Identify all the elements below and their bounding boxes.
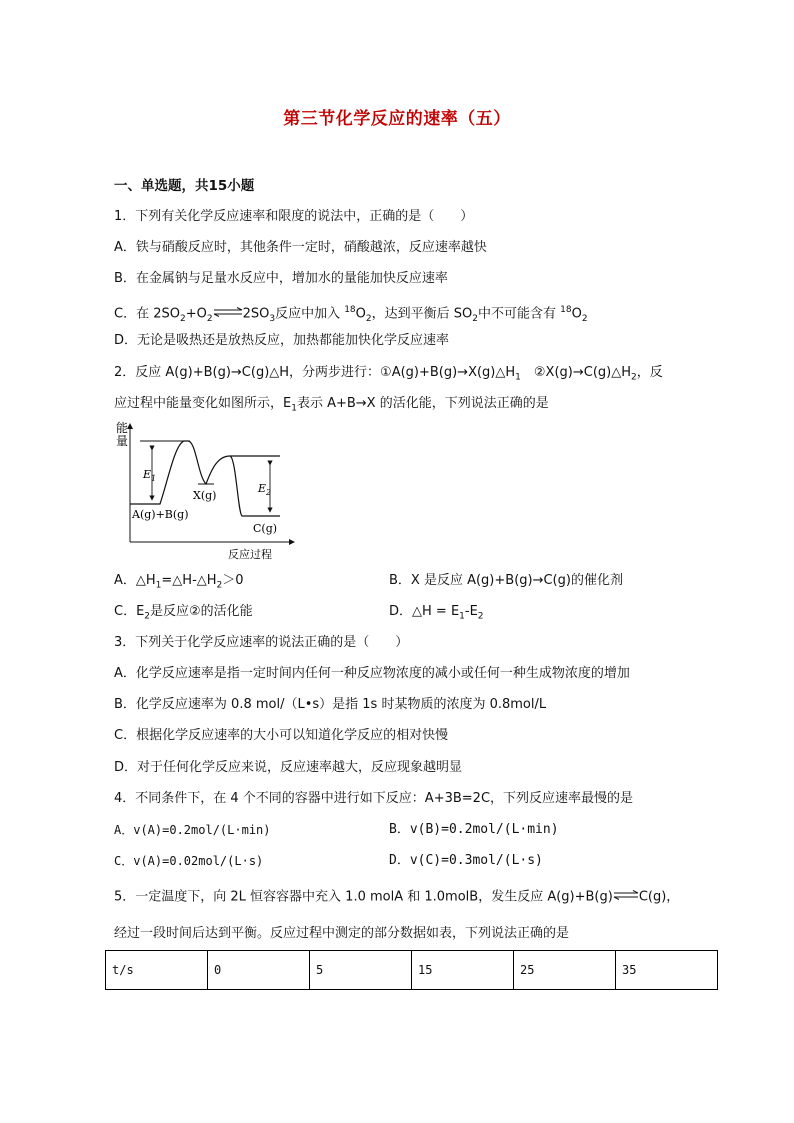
x-species-label: X(g): [193, 489, 217, 502]
q5-data-table: [105, 950, 718, 990]
q2-option-a: A．$\triangle H_1=\triangle H-\triangle H_2>0$: [114, 573, 244, 591]
c-species-label: C(g): [253, 522, 278, 535]
q1-option-a: A．铁与硝酸反应时，其他条件一定时，硝酸越浓，反应速率越快: [114, 240, 487, 255]
energy-curve-branch: [230, 456, 280, 516]
e1-label: $E_1$: [143, 468, 157, 483]
q2-option-c: C．$E_2$是反应②的活化能: [114, 604, 253, 622]
q5-stem-line2: 经过一段时间后达到平衡。反应过程中测定的部分数据如表，下列说法正确的是: [114, 926, 570, 941]
y-axis-label-1: 能: [116, 421, 129, 435]
ab-species-label: A(g)+B(g): [132, 508, 189, 521]
q4-option-c: C．v(A)=0.02mol/(L·s): [114, 854, 264, 868]
e2-label: $E_2$: [258, 482, 272, 497]
table-cell: 25: [514, 951, 616, 990]
energy-diagram: [110, 418, 300, 566]
x-axis-label: 反应过程: [228, 548, 272, 561]
q4-option-a: A．v(A)=0.2mol/(L·min): [114, 823, 271, 837]
q3-option-a: A．化学反应速率是指一定时间内任何一种反应物浓度的减小或任何一种生成物浓度的增加: [114, 666, 630, 681]
reversible-arrow-icon: [213, 306, 243, 322]
table-cell: 0: [208, 951, 310, 990]
q3-option-b: B．化学反应速率为 0.8 mol/（L•s）是指 1s 时某物质的浓度为 0.8mol/L: [114, 697, 547, 712]
q3-option-d: D．对于任何化学反应来说，反应速率越大，反应现象越明显: [114, 760, 463, 775]
q1-option-d: D．无论是吸热还是放热反应，加热都能加快化学反应速率: [114, 333, 450, 348]
q5-stem-line1: 5．一定温度下，向 2L 恒容容器中充入 1.0 molA 和 1.0molB，发生反应 A(g)+B(g) C(g)，: [114, 889, 680, 905]
q3-stem: 3．下列关于化学反应速率的说法正确的是（ ）: [114, 635, 409, 650]
table-cell: 15: [412, 951, 514, 990]
q2-option-d: D．△H = $E_1-E_2$: [389, 604, 484, 622]
q2-stem-line1: 2．反应 A(g)+B(g)→C(g)△H，分两步进行：$①A(g)+B(g)\to X(g)\triangle H_1$ $②X(g)\to C(g)\triangle H_2$，反: [114, 365, 663, 383]
q1-option-b: B．在金属钠与足量水反应中，增加水的量能加快反应速率: [114, 271, 448, 286]
q1-stem: 1．下列有关化学反应速率和限度的说法中，正确的是（ ）: [114, 209, 474, 224]
q2-stem-line2: 应过程中能量变化如图所示，$E_1$表示 A+B→X 的活化能，下列说法正确的是: [114, 396, 549, 414]
q2-option-b: B．X 是反应 A(g)+B(g)→C(g)的催化剂: [389, 573, 623, 588]
y-axis-label-2: 量: [116, 434, 129, 448]
q4-stem: 4．不同条件下，在 4 个不同的容器中进行如下反应：A+3B=2C，下列反应速率最慢的是: [114, 791, 634, 806]
q3-option-c: C．根据化学反应速率的大小可以知道化学反应的相对快慢: [114, 728, 449, 743]
q4-option-b: B．v(B)=0.2mol/(L·min): [389, 822, 559, 837]
table-cell: 5: [310, 951, 412, 990]
document-title: 第三节化学反应的速率（五）: [283, 109, 511, 129]
table-row: [106, 951, 718, 990]
reversible-arrow-icon: [613, 889, 639, 905]
q1-option-c: C．在 $2SO_2+O_2$ $2SO_3$反应中加入 $^{18}O_2$，达到平衡后 $SO_2$中不可能含有 $^{18}O_2$: [114, 305, 588, 324]
q4-option-d: D．v(C)=0.3mol/(L·s): [389, 853, 543, 868]
table-cell: t/s: [106, 951, 208, 990]
table-cell: 35: [616, 951, 718, 990]
section-heading: 一、单选题，共15小题: [114, 178, 255, 194]
